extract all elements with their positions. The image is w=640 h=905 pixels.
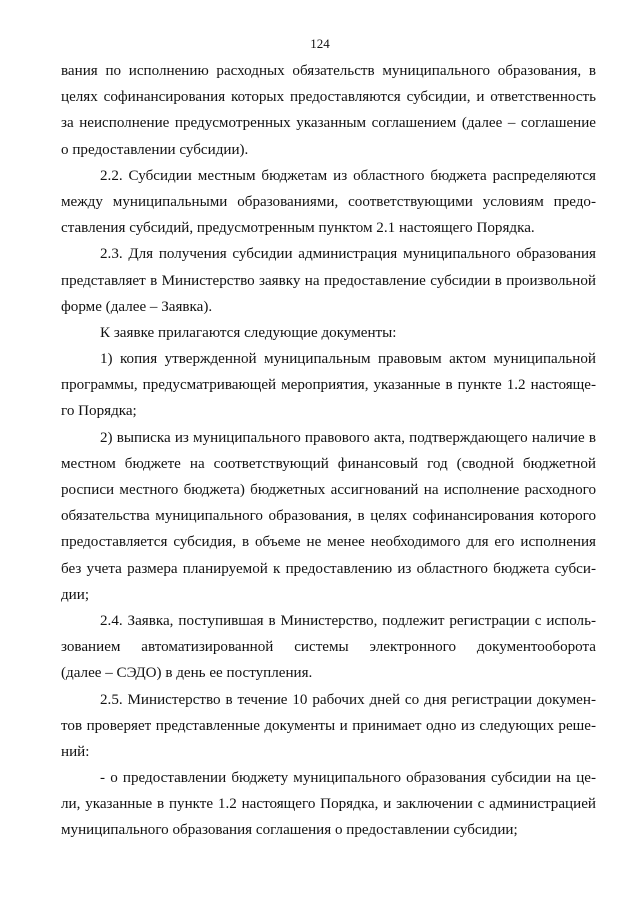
text-line: ний:	[61, 743, 90, 760]
text-line: местном бюджете на соответствующий финансовый год (сводной бюджетной	[61, 455, 596, 472]
text-line: предоставляется субсидия, в объеме не менее необходимого для его исполнения	[61, 534, 596, 551]
text-line: дии;	[61, 586, 90, 603]
paragraph-documents-intro	[61, 320, 596, 346]
paragraph-item-2	[61, 425, 596, 608]
paragraph-2-3	[61, 241, 596, 320]
text-line: ли, указанные в пункте 1.2 настоящего Порядка, и заключении с администрацией	[61, 796, 596, 813]
text-line: тов проверяет представленные документы и принимает одно из следующих реше-	[61, 717, 596, 734]
text-line: 2.3. Для получения субсидии администрация муниципального образования	[100, 246, 596, 263]
paragraph-continuation	[61, 58, 596, 163]
text-line: 2.5. Министерство в течение 10 рабочих дней со дня регистрации докумен-	[100, 691, 596, 708]
text-line: - о предоставлении бюджету муниципального образования субсидии на це-	[100, 770, 596, 787]
paragraph-2-5	[61, 687, 596, 766]
text-line: 2.2. Субсидии местным бюджетам из областного бюджета распределяются	[100, 167, 596, 184]
paragraph-item-1	[61, 346, 596, 425]
text-line: зованием автоматизированной системы электронного документооборота	[61, 639, 596, 656]
text-line: 1) копия утвержденной муниципальным правовым актом муниципальной	[100, 351, 596, 368]
text-line: (далее – СЭДО) в день ее поступления.	[61, 665, 313, 682]
page-number: 124	[310, 36, 330, 51]
text-line: без учета размера планируемой к предоставлению из областного бюджета субси-	[61, 560, 596, 577]
text-line: К заявке прилагаются следующие документы:	[100, 324, 397, 341]
text-line: го Порядка;	[61, 403, 137, 420]
document-body	[61, 58, 596, 844]
text-line: 2.4. Заявка, поступившая в Министерство, подлежит регистрации с исполь-	[100, 612, 596, 629]
text-line: о предоставлении субсидии).	[61, 141, 249, 158]
text-line: ставления субсидий, предусмотренным пунктом 2.1 настоящего Порядка.	[61, 220, 535, 237]
text-line: муниципального образования соглашения о предоставлении субсидии;	[61, 822, 518, 839]
text-line: 2) выписка из муниципального правового акта, подтверждающего наличие в	[100, 429, 596, 446]
text-line: обязательства муниципального образования, в целях софинансирования которого	[61, 508, 596, 525]
text-line: за неисполнение предусмотренных указанным соглашением (далее – соглашение	[61, 115, 596, 132]
text-line: программы, предусматривающей мероприятия, указанные в пункте 1.2 настояще-	[61, 377, 596, 394]
text-line: росписи местного бюджета) бюджетных ассигнований на исполнение расходного	[61, 482, 596, 498]
text-line: целях софинансирования которых предоставляются субсидии, и ответственность	[61, 89, 596, 106]
text-line: форме (далее – Заявка).	[61, 298, 213, 315]
paragraph-2-2	[61, 163, 596, 242]
text-line: вания по исполнению расходных обязательств муниципального образования, в	[61, 63, 596, 79]
paragraph-2-4	[61, 608, 596, 687]
text-line: между муниципальными образованиями, соответствующими условиям предо-	[61, 193, 596, 210]
paragraph-decision-1	[61, 765, 596, 844]
text-line: представляет в Министерство заявку на предоставление субсидии в произвольной	[61, 272, 596, 289]
